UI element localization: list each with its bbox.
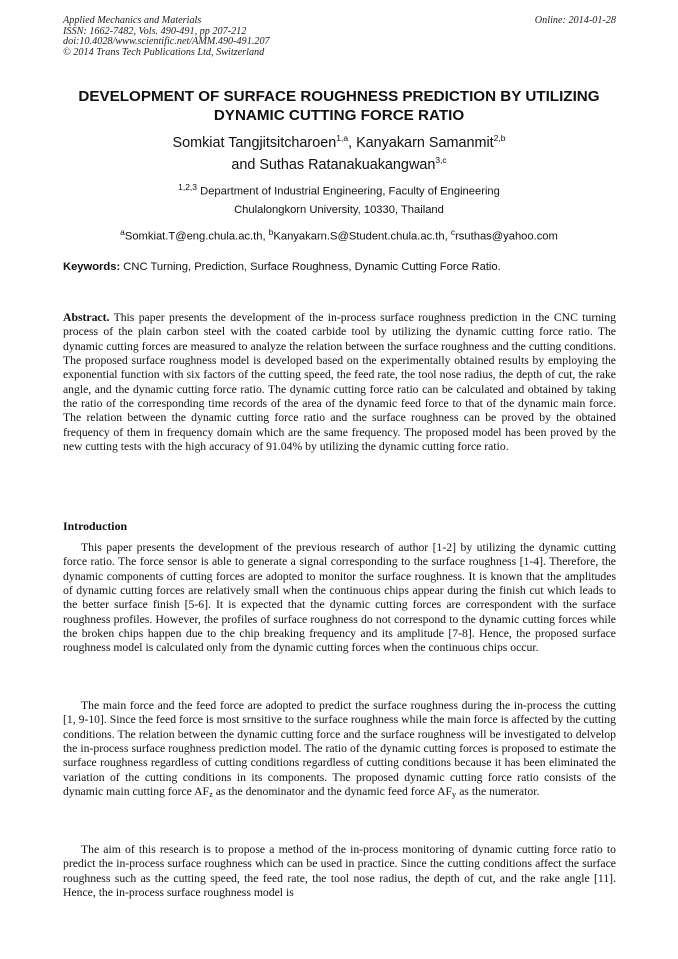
abstract [63, 311, 616, 454]
email-c-marker: c [450, 227, 456, 237]
intro-p2-text-a: The main force and the feed force are adopted to predict the surface roughness during the in-process the cutting [1, 9-10]. Since the feed force is most srnsitive to the surface roughness while the main force is affected by the cutting conditions. The relation between the dynamic cutting force and the surface roughness will be investigated to delvelop the in-process surface roughness prediction model. The ratio of the dynamic cutting forces is proposed to estimate the surface roughness regardless of cutting conditions regardless of cutting conditions because it has been eliminated the variation of the cutting conditions in its components. The proposed dynamic cutting force ratio consists of the dynamic main cutting force AF [63, 699, 616, 799]
author-line-2 [40, 152, 638, 174]
journal-doi: doi:10.4028/www.scientific.net/AMM.490-491.207 [63, 36, 270, 48]
author-list [40, 130, 638, 175]
author-2: Kanyakarn Samanmit [356, 134, 494, 151]
author-3: Suthas Ratanakuakangwan [259, 157, 436, 174]
intro-paragraph-3: The aim of this research is to propose a method of the in-process monitoring of dynamic cutting force ratio to predict the in-process surface roughness which can be used in practice. Since the cutting conditions affect the surface roughness such as the cutting speed, the feed rate, the tool nose radius, the depth of cut, and the rake angle [11]. Hence, the in-process surface roughness model is [63, 843, 616, 900]
journal-name: Applied Mechanics and Materials [63, 15, 202, 26]
journal-header [63, 16, 616, 58]
author-1: Somkiat Tangjitsitcharoen [172, 134, 337, 151]
author-and: and [231, 157, 260, 174]
author-separator: , [348, 134, 357, 151]
author-emails [40, 225, 638, 244]
author-1-affil: 1,a [336, 133, 349, 143]
affiliation-line-2: Chulalongkorn University, 10330, Thailand [234, 204, 444, 216]
author-2-affil: 2,b [493, 133, 506, 143]
author-3-affil: 3,c [435, 155, 447, 166]
email-a-marker: a [120, 227, 125, 237]
affiliation-marker: 1,2,3 [178, 182, 198, 192]
keywords-label: Keywords: [63, 261, 121, 273]
author-line-1 [40, 130, 638, 152]
keywords [63, 260, 623, 274]
title-line-1: DEVELOPMENT OF SURFACE ROUGHNESS PREDICTION BY UTILIZING [78, 88, 600, 105]
keywords-text: CNC Turning, Prediction, Surface Roughness, Dynamic Cutting Force Ratio. [120, 261, 501, 273]
paper-title [40, 88, 638, 125]
abstract-text: This paper presents the development of the in-process surface roughness prediction in the CNC turning process of the plain carbon steel with the coated carbide tool by utilizing the dynamic cutting force ratio. The dynamic cutting forces are measured to analyze the relation between the surface roughness and the cutting conditions. The proposed surface roughness model is developed based on the experimentally obtained results by employing the exponential function with six factors of the cutting speed, the feed rate, the tool nose radius, the depth of cut, the rake angle, and the dynamic cutting force ratio. The dynamic cutting force ratio can be calculated and obtained by taking the ratio of the corresponding time records of the area of the dynamic feed force to that of the dynamic main force. The relation between the dynamic cutting force ratio and the surface roughness can be proved by the obtained frequency of them in frequency domain which are the same frequency. The proposed model has been proved by the new cutting tests with the high accuracy of 91.04% by utilizing the dynamic cutting force ratio. [63, 311, 616, 454]
journal-copyright: © 2014 Trans Tech Publications Ltd, Switzerland [63, 46, 265, 58]
force-subscript-z: z [209, 789, 213, 800]
intro-paragraph-1: This paper presents the development of the previous research of author [1-2] by utilizing the dynamic cutting force ratio. The force sensor is able to generate a signal corresponding to the surface roughness [1-4]. Therefore, the dynamic components of cutting forces are adopted to monitor the surface roughness. It is known that the amplitudes of dynamic cutting forces are relatively small when the continuous chips appear during the finish cut which leads to the better surface finish [5-6]. It is expected that the dynamic cutting forces are correspondent with the surface roughness profiles. However, the profiles of surface roughness do not correspond to the dynamic cutting forces while the broken chips happen due to the chip breaking frequency and its amplitude [7-8]. Hence, the proposed surface roughness model is calculated only from the dynamic cutting forces when the continuous chips occur. [63, 541, 616, 655]
abstract-label: Abstract. [63, 311, 110, 324]
email-c[interactable]: rsuthas@yahoo.com [455, 230, 558, 243]
journal-issn: ISSN: 1662-7482, Vols. 490-491, pp 207-212 [63, 25, 247, 37]
email-a[interactable]: Somkiat.T@eng.chula.ac.th, [124, 230, 269, 243]
email-b-marker: b [268, 227, 274, 237]
affiliation-line-1 [40, 180, 638, 199]
intro-paragraph-2 [63, 699, 616, 801]
intro-p2-text-b: as the denominator and the dynamic feed force AF [212, 785, 453, 799]
title-line-2: DYNAMIC CUTTING FORCE RATIO [213, 106, 465, 124]
section-heading-introduction: Introduction [63, 519, 128, 533]
intro-p2-text-c: as the numerator. [456, 785, 540, 799]
email-b[interactable]: Kanyakarn.S@Student.chula.ac.th, [273, 230, 451, 243]
online-date: Online: 2014-01-28 [534, 15, 616, 26]
affiliation-department: Department of Industrial Engineering, Faculty of Engineering [197, 185, 500, 198]
force-subscript-y: y [452, 789, 457, 800]
